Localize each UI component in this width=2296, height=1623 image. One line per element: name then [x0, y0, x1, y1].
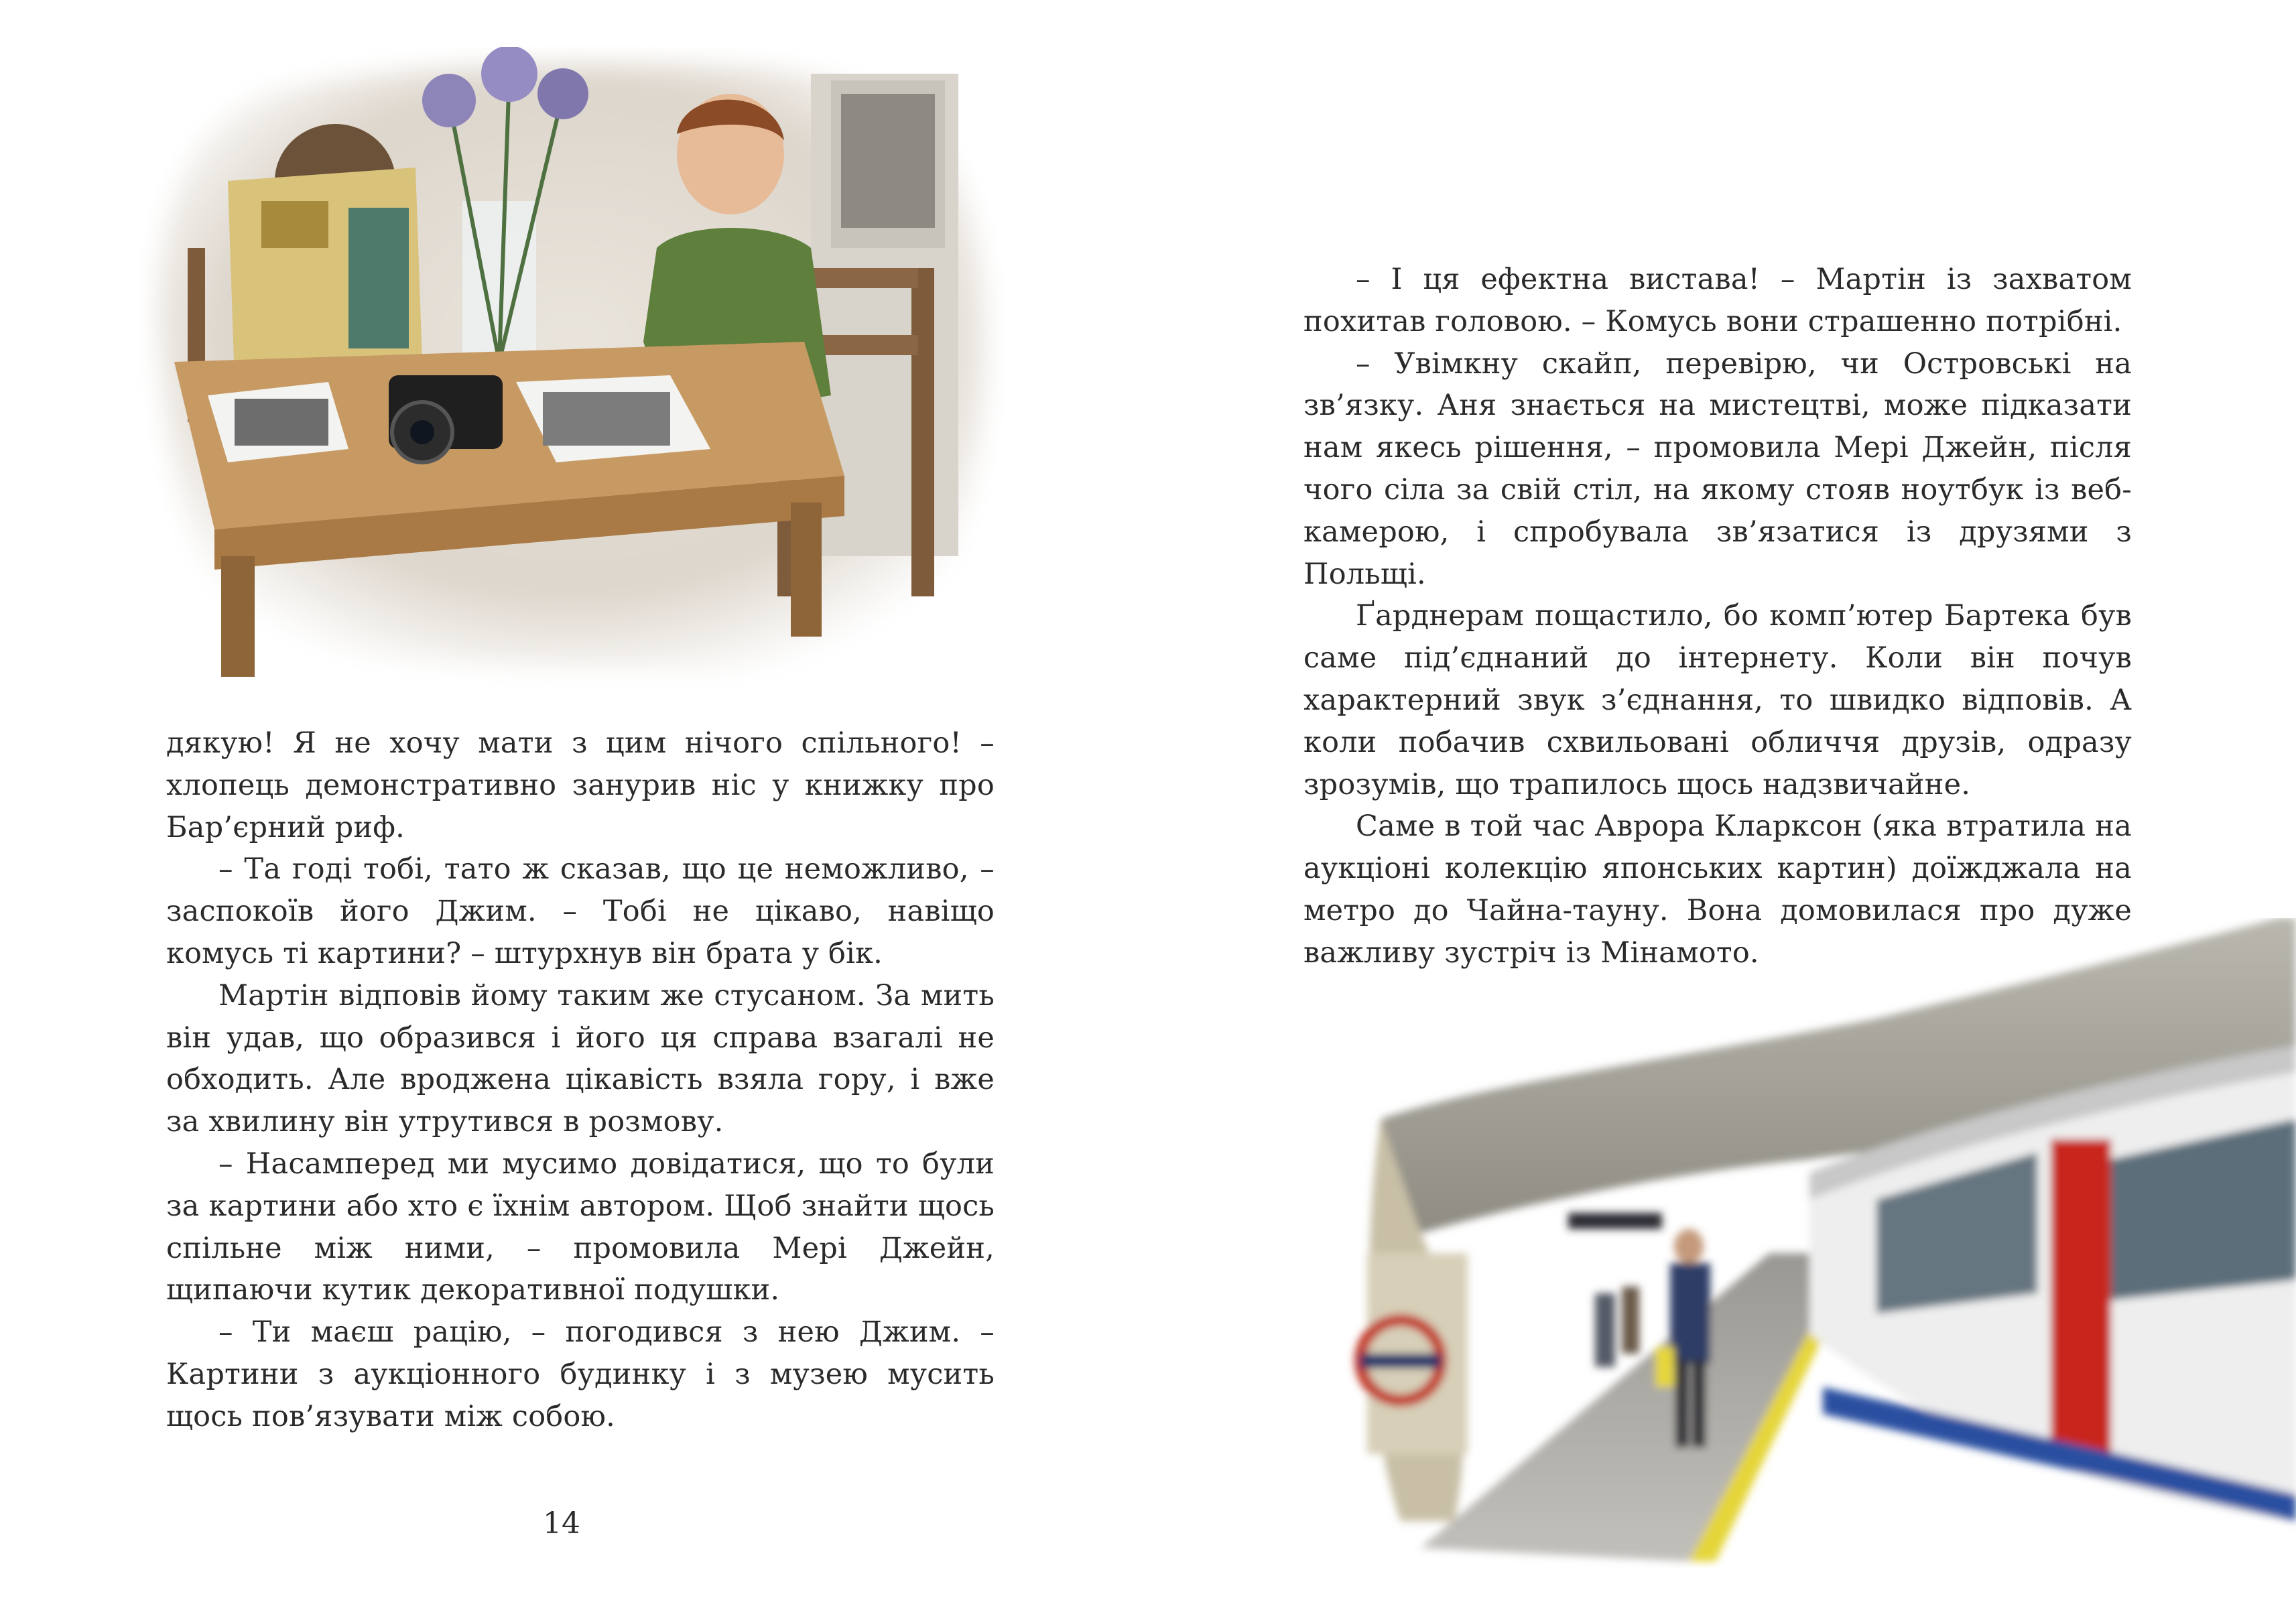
left-page-text: [166, 722, 995, 1438]
illustration-subway-platform: [1340, 918, 2296, 1568]
paragraph: – Ти маєш рацію, – погодився з нею Джим. – Картини з аукціонного будинку і з музею мусить щось пов’язувати між собою.: [166, 1315, 995, 1433]
paragraph: – Увімкну скайп, перевірю, чи Островські на зв’язку. Аня знається на мистецтві, може підказати нам якесь рішення, – промовила Мері Джейн, після чого сіла за свій стіл, на якому стояв ноутбук із веб-камерою, і спробувала зв’язатися із друзями з Польщі.: [1303, 346, 2132, 591]
paragraph: Мартін відповів йому таким же стусаном. За мить він удав, що образився і його ця справа взагалі не обходить. Але вроджена цікавість взяла гору, і вже за хвилину він утрутився в розмову.: [166, 978, 995, 1139]
page-number: 14: [543, 1506, 580, 1541]
paragraph: – Насамперед ми мусимо довідатися, що то були за картини або хто є їхнім автором. Щоб знайти щось спільне між ними, – промовила Мері Джейн, щипаючи кутик декоративної подушки.: [166, 1147, 995, 1307]
illustration-boys-at-table: [134, 47, 1005, 690]
right-page-text: [1303, 259, 2132, 974]
paragraph: – І ця ефектна вистава! – Мартін із захватом похитав головою. – Комусь вони страшенно потрібні.: [1303, 263, 2132, 338]
paragraph: Ґарднерам пощастило, бо комп’ютер Бартека був саме під’єднаний до інтернету. Коли він почув характерний звук з’єднання, то швидко відповів. А коли побачив схвильовані обличчя друзів, одразу зрозумів, що трапилось щось надзвичайне.: [1303, 599, 2132, 801]
paragraph: дякую! Я не хочу мати з цим нічого спільного! – хлопець демонстративно занурив ніс у книжку про Бар’єрний риф.: [166, 726, 995, 844]
paragraph: – Та годі тобі, тато ж сказав, що це неможливо, – заспокоїв його Джим. – Тобі не цікаво, навіщо комусь ті картини? – штурхнув він брата у бік.: [166, 852, 995, 970]
paragraph: Саме в той час Аврора Кларксон (яка втратила на аукціоні колекцію японських картин) доїжджала на метро до Чайна-тауну. Вона домовилася про дуже важливу зустріч із Мінамото.: [1303, 809, 2132, 970]
